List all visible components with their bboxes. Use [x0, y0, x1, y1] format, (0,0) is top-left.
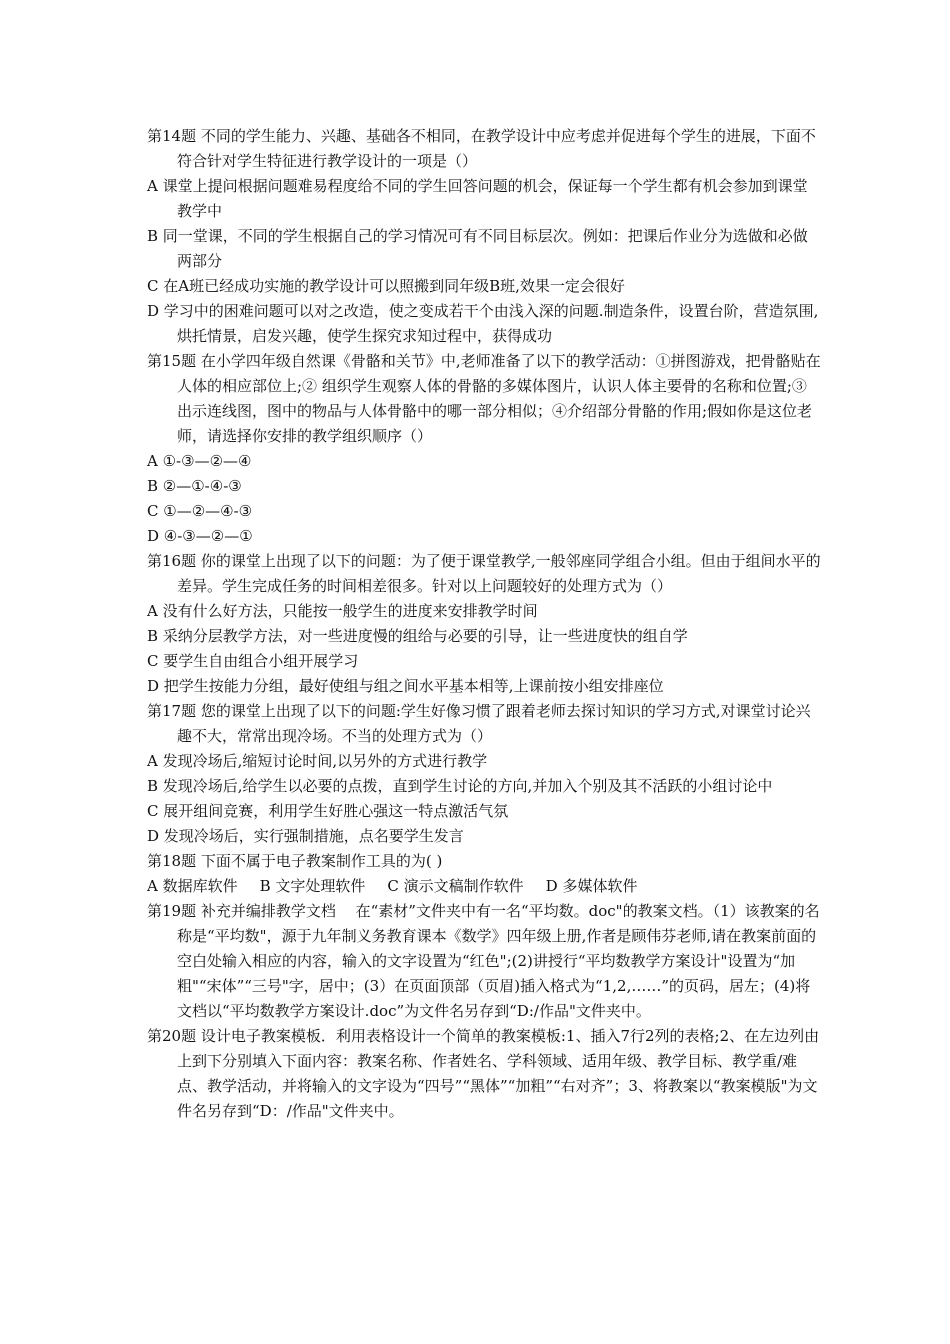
q17-stem: 第17题 您的课堂上出现了以下的问题:学生好像习惯了跟着老师去探讨知识的学习方式,对课堂讨论兴趣不大，常常出现冷场。不当的处理方式为（）: [147, 702, 811, 745]
q15-option-a: A ①-③—②—④: [147, 452, 252, 470]
q18-option-b: B 文字处理软件: [259, 877, 366, 895]
q20-stem: 第20题 设计电子教案模板．利用表格设计一个简单的教案模板:1、插入7行2列的表格;2、在左边列由上到下分别填入下面内容：教案名称、作者姓名、学科领域、适用年级、教学目标、教学重/难点、教学活动，并将输入的文字设为“四号”“黑体”“加粗”“右对齐”；3、将教案以“教案模版"为文件名另存到“D：/作品"文件夹中。: [147, 1027, 820, 1120]
q15-option-d: D ④-③—②—①: [147, 527, 253, 545]
q14-stem: 第14题 不同的学生能力、兴趣、基础各不相同，在教学设计中应考虑并促进每个学生的进展，下面不符合针对学生特征进行教学设计的一项是（）: [147, 127, 816, 170]
q14-option-b: B 同一堂课，不同的学生根据自己的学习情况可有不同目标层次。例如：把课后作业分为选做和必做两部分: [147, 227, 808, 270]
q14-option-a: A 课堂上提问根据问题难易程度给不同的学生回答问题的机会，保证每一个学生都有机会参加到课堂教学中: [147, 177, 808, 220]
q17-option-c: C 展开组间竞赛，利用学生好胜心强这一特点激活气氛: [147, 802, 509, 820]
q15-stem: 第15题 在小学四年级自然课《骨骼和关节》中,老师准备了以下的教学活动：①拼图游戏，把骨骼贴在人体的相应部位上;② 组织学生观察人体的骨骼的多媒体图片，认识人体主要骨的名称和位置;③ 出示连线图，图中的物品与人体骨骼中的哪一部分相似；④介绍部分骨骼的作用;假如你是这位老师，请选择你安排的教学组织顺序（）: [147, 352, 821, 445]
q16-stem: 第16题 你的课堂上出现了以下的问题：为了便于课堂教学,一般邻座同学组合小组。但由于组间水平的差异。学生完成任务的时间相差很多。针对以上问题较好的处理方式为（）: [147, 552, 821, 595]
q15-option-b: B ②—①-④-③: [147, 477, 242, 495]
q19-stem: 第19题 补充并编排教学文档 在“素材”文件夹中有一名“平均数。doc"的教案文档。（1）该教案的名称是“平均数"，源于九年制义务教育课本《数学》四年级上册,作者是顾伟芬老师,请在教案前面的空白处输入相应的内容，输入的文字设置为“红色";(2)讲授行“平均数教学方案设计"设置为“加粗"“宋体”“三号"字，居中；(3）在页面顶部（页眉)插入格式为“1,2,……”的页码，居左；(4)将文档以“平均数教学方案设计.doc”为文件名另存到“D:/作品"文件夹中。: [147, 902, 820, 1020]
q18-option-d: D 多媒体软件: [545, 877, 638, 895]
document-body: [147, 124, 822, 1124]
q17-option-a: A 发现冷场后,缩短讨论时间,以另外的方式进行教学: [147, 752, 488, 770]
q17-option-d: D 发现冷场后，实行强制措施，点名要学生发言: [147, 827, 464, 845]
q16-option-c: C 要学生自由组合小组开展学习: [147, 652, 359, 670]
q15-option-c: C ①—②—④-③: [147, 502, 253, 520]
q14-option-d: D 学习中的困难问题可以对之改造，使之变成若干个由浅入深的问题.制造条件，设置台阶，营造氛围,烘托情景，启发兴趣，使学生探究求知过程中，获得成功: [147, 302, 819, 345]
q18-option-c: C 演示文稿制作软件: [387, 877, 524, 895]
q18-stem: 第18题 下面不属于电子教案制作工具的为( ): [147, 852, 443, 870]
q14-option-c: C 在A班已经成功实施的教学设计可以照搬到同年级B班,效果一定会很好: [147, 277, 625, 295]
q16-option-a: A 没有什么好方法，只能按一般学生的进度来安排教学时间: [147, 602, 538, 620]
q16-option-b: B 采纳分层教学方法，对一些进度慢的组给与必要的引导，让一些进度快的组自学: [147, 627, 688, 645]
q17-option-b: B 发现冷场后,给学生以必要的点拨，直到学生讨论的方向,并加入个别及其不活跃的小组讨论中: [147, 777, 773, 795]
q18-option-a: A 数据库软件: [147, 877, 238, 895]
q18-options-row: [147, 874, 822, 899]
q16-option-d: D 把学生按能力分组，最好使组与组之间水平基本相等,上课前按小组安排座位: [147, 677, 664, 695]
